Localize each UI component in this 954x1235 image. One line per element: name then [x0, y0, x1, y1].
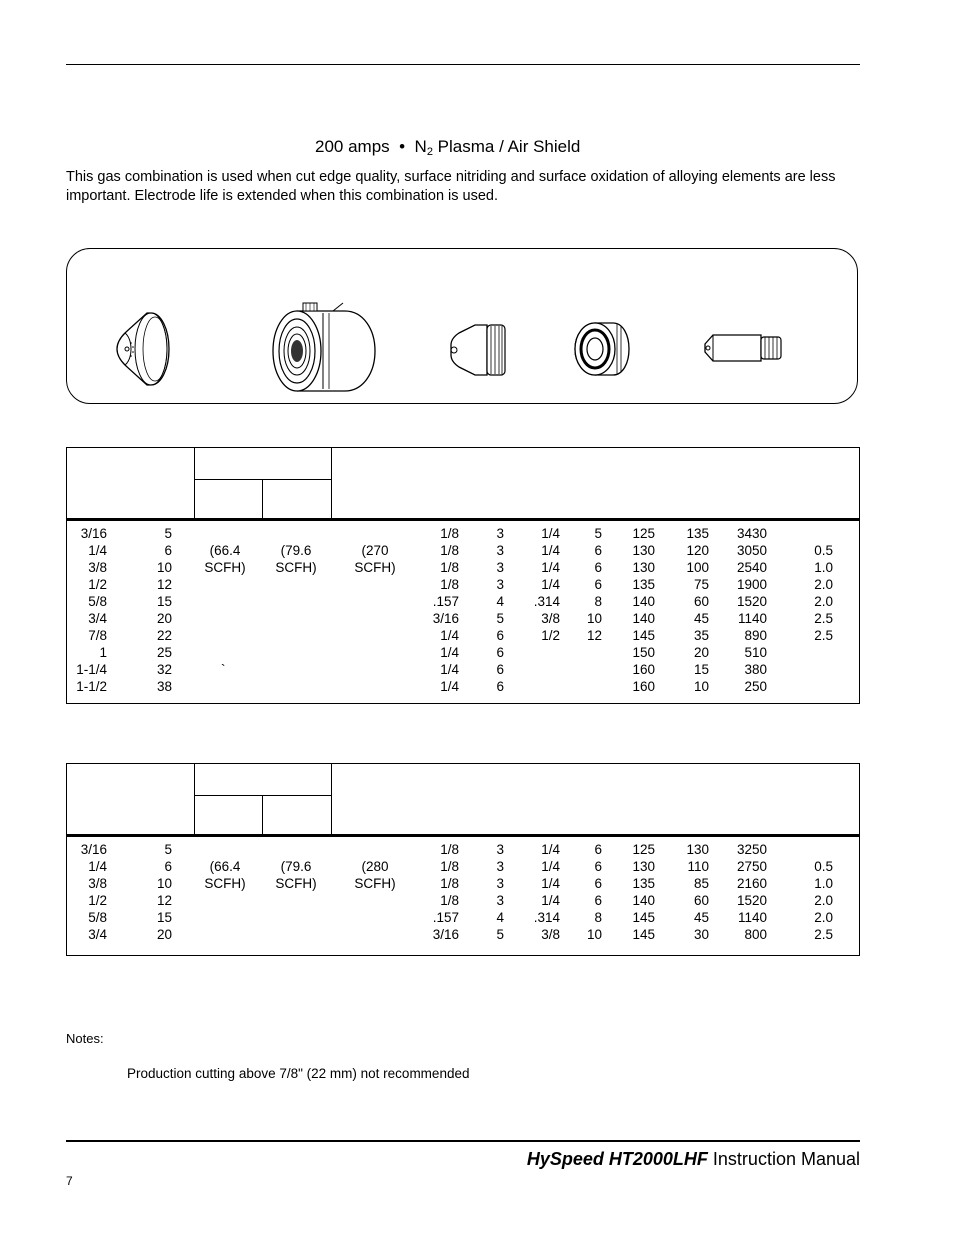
table-cell: `: [221, 662, 226, 677]
table-cell: 0.5 1.0 2.0 2.0 2.5 2.5: [814, 543, 833, 643]
table-cell: 6 6 6 6 8 10: [586, 842, 602, 942]
table-cell: 1/8 1/8 1/8 1/8 .157 3/16: [432, 842, 459, 942]
table-cell: 3250 2750 2160 1520 1140 800: [736, 842, 767, 942]
consumable-parts-panel: [66, 248, 858, 404]
table-cell: 0.5 1.0 2.0 2.0 2.5: [814, 859, 833, 942]
table-cell: 125 130 135 140 145 145: [632, 842, 655, 942]
table-cell: 5 6 10 12 15 20 22 25 32 38: [156, 526, 172, 694]
table-cell: (270 SCFH): [354, 543, 396, 575]
table-header: [67, 764, 859, 837]
retaining-cap-icon: [267, 301, 379, 397]
cut-chart-table-1: [66, 447, 860, 704]
header-divider: [262, 480, 263, 521]
table-cell: 3/16 1/4 3/8 1/2 5/8 3/4: [80, 842, 107, 942]
footer-rule: [66, 1140, 860, 1142]
table-cell: 5 6 6 6 8 10 12: [586, 526, 602, 643]
manual-title: HySpeed HT2000LHF Instruction Manual: [526, 1149, 860, 1169]
notes-label: Notes:: [66, 1031, 104, 1046]
table-cell: 135 120 100 75 60 45 35 20 15 10: [686, 526, 709, 694]
table-cell: 1/8 1/8 1/8 1/8 .157 3/16 1/4 1/4 1/4 1/4: [432, 526, 459, 694]
table-cell: 1/4 1/4 1/4 1/4 .314 3/8 1/2: [533, 526, 560, 643]
table-cell: 125 130 130 135 140 140 145 150 160 160: [632, 526, 655, 694]
table-cell: 3/16 1/4 3/8 1/2 5/8 3/4 7/8 1 1-1/4 1-1/2: [76, 526, 107, 694]
table-cell: (280 SCFH): [354, 859, 396, 891]
header-divider: [331, 764, 332, 837]
top-rule: [66, 64, 860, 65]
header-divider: [331, 448, 332, 521]
table-cell: 3 3 3 3 4 5: [496, 842, 504, 942]
table-cell: (79.6 SCFH): [275, 859, 317, 891]
header-divider: [262, 796, 263, 837]
header-divider: [194, 764, 195, 837]
table-cell: (66.4 SCFH): [204, 859, 246, 891]
swirl-ring-icon: [571, 319, 633, 379]
table-cell: (79.6 SCFH): [275, 543, 317, 575]
table-cell: 1/4 1/4 1/4 1/4 .314 3/8: [533, 842, 560, 942]
shield-icon: [111, 309, 175, 389]
electrode-icon: [703, 329, 785, 367]
section-heading: 200 amps • $N_2$ Plasma / Air Shield: [315, 137, 581, 158]
table-cell: 130 110 85 60 45 30: [686, 842, 709, 942]
table-cell: 3430 3050 2540 1900 1520 1140 890 510 380 250: [736, 526, 767, 694]
table-cell: 3 3 3 3 4 5 6 6 6 6: [496, 526, 504, 694]
table-header: [67, 448, 859, 521]
nozzle-icon: [447, 321, 509, 379]
header-divider: [194, 479, 331, 480]
note-item: Production cutting above 7/8" (22 mm) not recommended: [127, 1066, 470, 1081]
table-cell: (66.4 SCFH): [204, 543, 246, 575]
header-divider: [194, 448, 195, 521]
cut-chart-table-2: [66, 763, 860, 956]
table-cell: 5 6 10 12 15 20: [156, 842, 172, 942]
page-number: 7: [66, 1174, 73, 1188]
header-divider: [194, 795, 331, 796]
intro-paragraph: This gas combination is used when cut edge quality, surface nitriding and surface oxidation of alloying elements are less important. Electrode life is extended when this combination is used.: [66, 169, 836, 204]
